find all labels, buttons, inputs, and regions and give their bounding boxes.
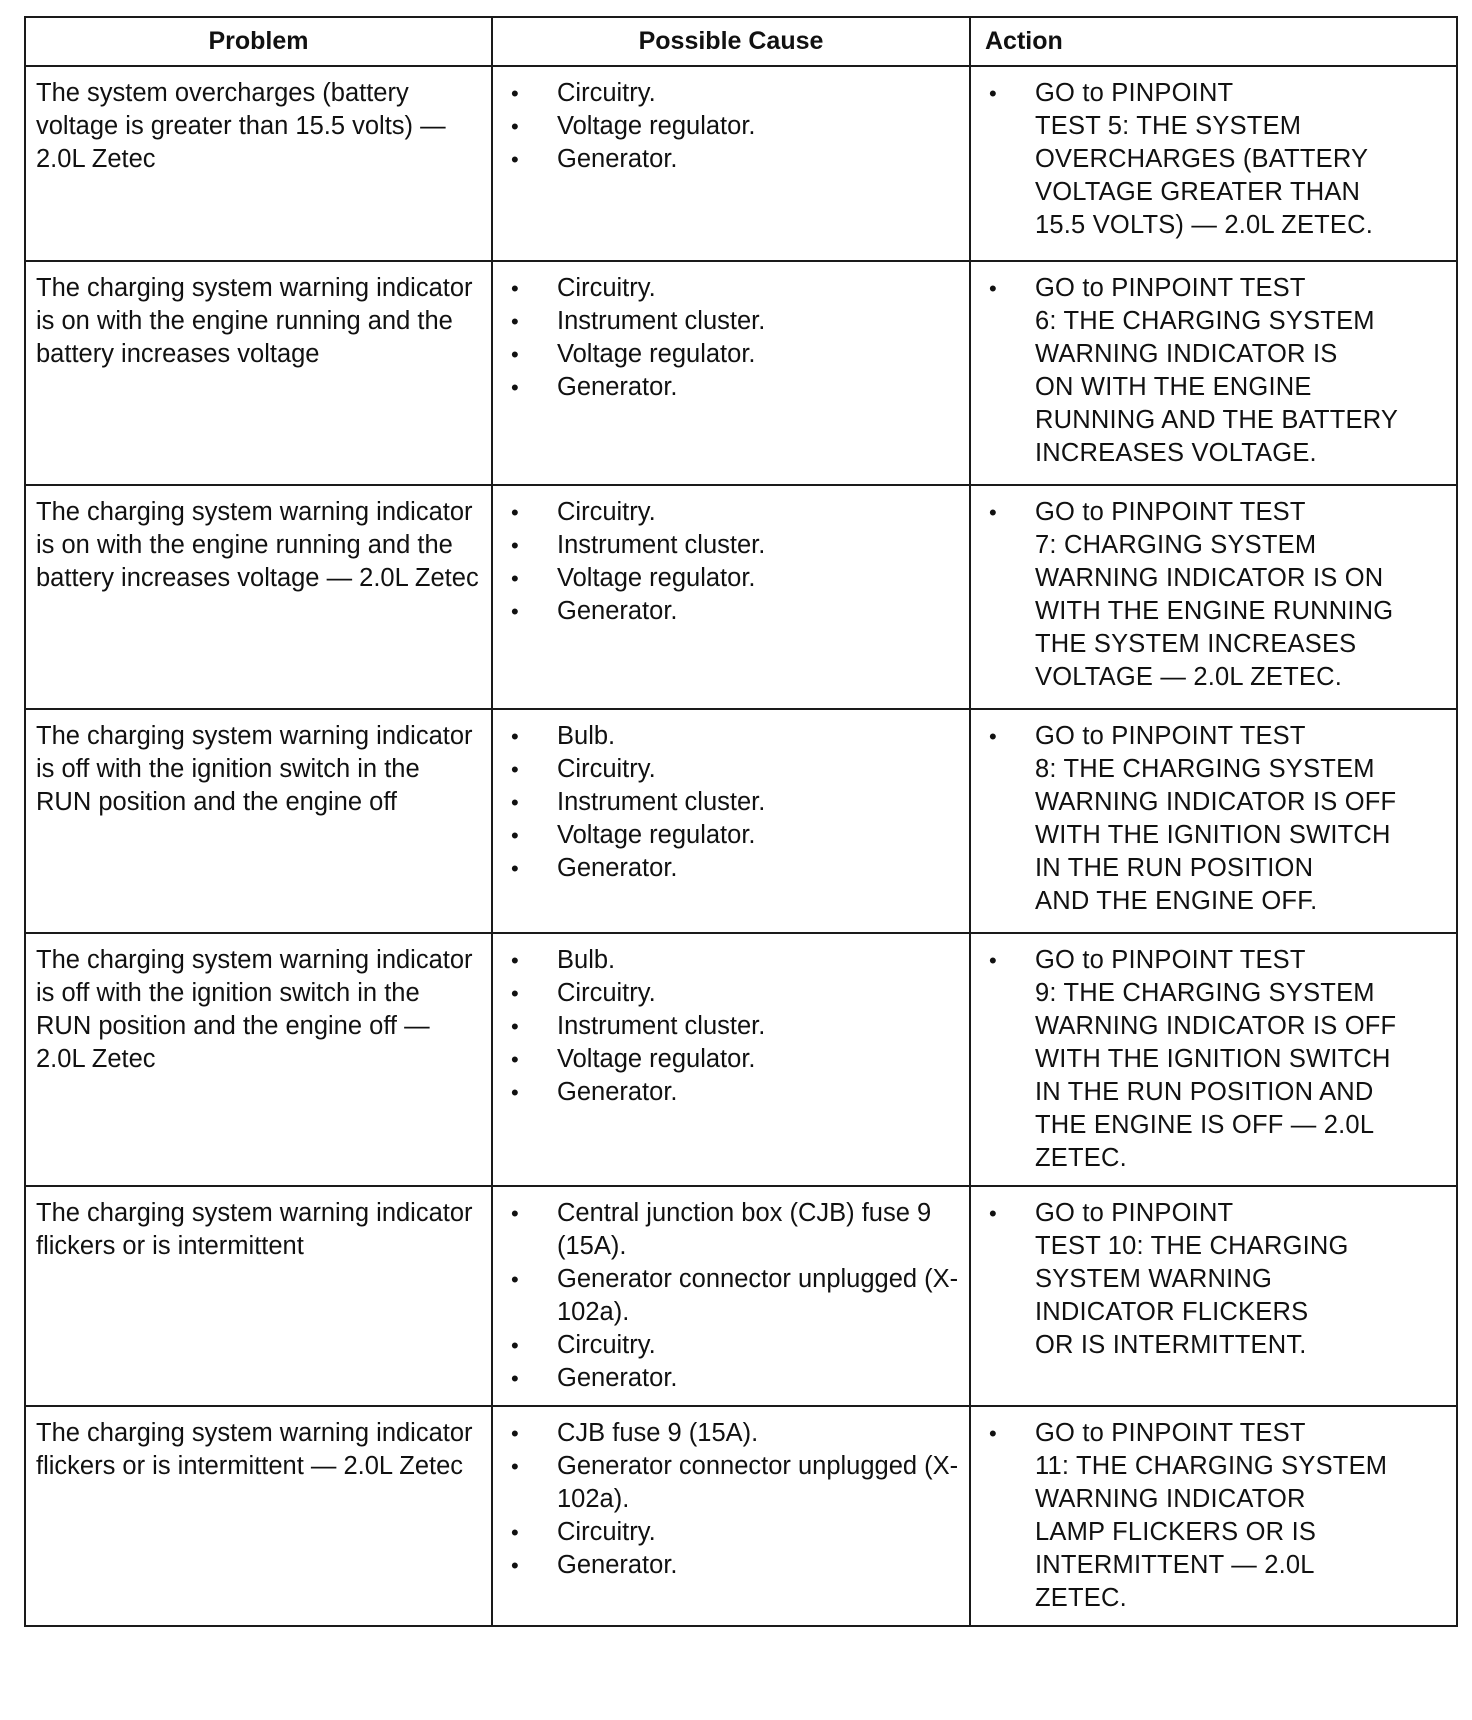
cause-list-item: [505, 1076, 959, 1109]
diagnosis-table-sheet: [24, 16, 1456, 1627]
header-action: Action: [970, 17, 1457, 66]
cause-text: Circuitry.: [557, 274, 656, 302]
cause-list-item: [505, 720, 959, 753]
bullet-icon: •: [989, 276, 997, 301]
cause-list-item: [505, 1329, 959, 1362]
cause-text: Generator.: [557, 1551, 678, 1579]
bullet-icon: •: [511, 533, 519, 558]
action-text: GO to PINPOINT TEST 9: THE CHARGING SYSTEM WARNING INDICATOR IS OFF WITH THE IGNITION SWITCH IN THE RUN POSITION AND THE ENGINE IS OFF — 2.0L ZETEC.: [1035, 946, 1397, 1172]
cause-text: Bulb.: [557, 722, 616, 750]
cause-list-item: [505, 753, 959, 786]
bullet-icon: •: [511, 724, 519, 749]
action-cell: [970, 1406, 1457, 1626]
action-cell: [970, 485, 1457, 709]
cause-text: Generator.: [557, 1364, 678, 1392]
table-row: [25, 485, 1457, 709]
cause-list: [493, 710, 969, 895]
action-list-item: [983, 77, 1446, 242]
cause-text: Generator.: [557, 373, 678, 401]
bullet-icon: •: [511, 757, 519, 782]
action-list: [971, 710, 1456, 928]
action-list: [971, 486, 1456, 704]
problem-text: The charging system warning indicator is on with the engine running and the battery increases voltage — 2.0L Zetec: [36, 498, 479, 592]
cause-list: [493, 1407, 969, 1592]
cause-text: Instrument cluster.: [557, 788, 766, 816]
bullet-icon: •: [511, 599, 519, 624]
cause-list-item: [505, 944, 959, 977]
problem-cell: [25, 261, 492, 485]
bullet-icon: •: [989, 724, 997, 749]
cause-list-item: [505, 1549, 959, 1582]
action-list: [971, 262, 1456, 480]
action-cell: [970, 1186, 1457, 1406]
bullet-icon: •: [989, 500, 997, 525]
bullet-icon: •: [511, 1080, 519, 1105]
cause-text: CJB fuse 9 (15A).: [557, 1419, 759, 1447]
action-cell: [970, 709, 1457, 933]
bullet-icon: •: [511, 276, 519, 301]
bullet-icon: •: [511, 1201, 519, 1226]
bullet-icon: •: [511, 823, 519, 848]
cause-text: Circuitry.: [557, 979, 656, 1007]
bullet-icon: •: [511, 1454, 519, 1479]
problem-text: The charging system warning indicator flickers or is intermittent — 2.0L Zetec: [36, 1419, 473, 1480]
bullet-icon: •: [511, 856, 519, 881]
bullet-icon: •: [511, 790, 519, 815]
cause-list-item: [505, 496, 959, 529]
cause-text: Generator connector unplugged (X-102a).: [557, 1265, 959, 1326]
problem-text: The system overcharges (battery voltage is greater than 15.5 volts) — 2.0L Zetec: [36, 79, 446, 173]
action-list: [971, 1187, 1456, 1372]
table-row: [25, 709, 1457, 933]
action-list: [971, 1407, 1456, 1625]
problem-cell: [25, 66, 492, 261]
bullet-icon: •: [511, 500, 519, 525]
problem-cell: [25, 1406, 492, 1626]
problem-text: The charging system warning indicator flickers or is intermittent: [36, 1199, 473, 1260]
action-text: GO to PINPOINT TEST 6: THE CHARGING SYSTEM WARNING INDICATOR IS ON WITH THE ENGINE RUNNING AND THE BATTERY INCREASES VOLTAGE.: [1035, 274, 1399, 467]
cause-text: Generator connector unplugged (X-102a).: [557, 1452, 959, 1513]
header-problem: Problem: [25, 17, 492, 66]
cause-text: Circuitry.: [557, 755, 656, 783]
header-row: [25, 17, 1457, 66]
bullet-icon: •: [511, 114, 519, 139]
table-body: [25, 66, 1457, 1626]
cause-list-item: [505, 1417, 959, 1450]
action-cell: [970, 66, 1457, 261]
cause-text: Voltage regulator.: [557, 340, 756, 368]
cause-text: Generator.: [557, 145, 678, 173]
possible-cause-cell: [492, 66, 970, 261]
cause-list-item: [505, 1450, 959, 1516]
table-row: [25, 66, 1457, 261]
possible-cause-cell: [492, 485, 970, 709]
action-list-item: [983, 944, 1446, 1175]
cause-list-item: [505, 1197, 959, 1263]
action-cell: [970, 261, 1457, 485]
cause-list: [493, 934, 969, 1119]
table-row: [25, 933, 1457, 1186]
bullet-icon: •: [989, 948, 997, 973]
cause-list-item: [505, 562, 959, 595]
bullet-icon: •: [989, 81, 997, 106]
cause-text: Bulb.: [557, 946, 616, 974]
action-text: GO to PINPOINT TEST 8: THE CHARGING SYSTEM WARNING INDICATOR IS OFF WITH THE IGNITION SWITCH IN THE RUN POSITION AND THE ENGINE OFF.: [1035, 722, 1397, 915]
cause-list-item: [505, 529, 959, 562]
action-list: [971, 934, 1456, 1185]
cause-list-item: [505, 110, 959, 143]
cause-text: Circuitry.: [557, 79, 656, 107]
cause-text: Generator.: [557, 597, 678, 625]
action-list-item: [983, 1417, 1446, 1615]
cause-list-item: [505, 1516, 959, 1549]
bullet-icon: •: [511, 948, 519, 973]
problem-cell: [25, 485, 492, 709]
cause-list-item: [505, 143, 959, 176]
action-list-item: [983, 720, 1446, 918]
cause-list-item: [505, 338, 959, 371]
cause-text: Voltage regulator.: [557, 112, 756, 140]
cause-list-item: [505, 1010, 959, 1043]
action-list-item: [983, 1197, 1446, 1362]
table-row: [25, 1186, 1457, 1406]
action-list-item: [983, 496, 1446, 694]
cause-text: Instrument cluster.: [557, 307, 766, 335]
bullet-icon: •: [511, 375, 519, 400]
problem-text: The charging system warning indicator is off with the ignition switch in the RUN position and the engine off — 2.0L Zetec: [36, 946, 473, 1073]
bullet-icon: •: [511, 566, 519, 591]
cause-list-item: [505, 272, 959, 305]
cause-text: Voltage regulator.: [557, 564, 756, 592]
cause-list-item: [505, 305, 959, 338]
problem-text: The charging system warning indicator is on with the engine running and the battery increases voltage: [36, 274, 473, 368]
action-text: GO to PINPOINT TEST 10: THE CHARGING SYSTEM WARNING INDICATOR FLICKERS OR IS INTERMITTENT.: [1035, 1199, 1349, 1359]
cause-text: Generator.: [557, 854, 678, 882]
cause-list-item: [505, 1043, 959, 1076]
bullet-icon: •: [511, 1553, 519, 1578]
cause-text: Instrument cluster.: [557, 1012, 766, 1040]
cause-list: [493, 1187, 969, 1405]
bullet-icon: •: [511, 147, 519, 172]
cause-text: Circuitry.: [557, 1331, 656, 1359]
action-text: GO to PINPOINT TEST 7: CHARGING SYSTEM WARNING INDICATOR IS ON WITH THE ENGINE RUNNING THE SYSTEM INCREASES VOLTAGE — 2.0L ZETEC.: [1035, 498, 1394, 691]
cause-text: Generator.: [557, 1078, 678, 1106]
bullet-icon: •: [511, 1267, 519, 1292]
action-cell: [970, 933, 1457, 1186]
cause-list-item: [505, 977, 959, 1010]
cause-list: [493, 486, 969, 638]
cause-list: [493, 262, 969, 414]
bullet-icon: •: [511, 1421, 519, 1446]
bullet-icon: •: [511, 309, 519, 334]
bullet-icon: •: [989, 1201, 997, 1226]
cause-list-item: [505, 852, 959, 885]
action-text: GO to PINPOINT TEST 5: THE SYSTEM OVERCHARGES (BATTERY VOLTAGE GREATER THAN 15.5 VOLTS) — 2.0L ZETEC.: [1035, 79, 1374, 239]
bullet-icon: •: [511, 1333, 519, 1358]
cause-text: Central junction box (CJB) fuse 9 (15A).: [557, 1199, 932, 1260]
bullet-icon: •: [511, 81, 519, 106]
cause-text: Voltage regulator.: [557, 1045, 756, 1073]
action-list-item: [983, 272, 1446, 470]
header-possible-cause: Possible Cause: [492, 17, 970, 66]
action-text: GO to PINPOINT TEST 11: THE CHARGING SYSTEM WARNING INDICATOR LAMP FLICKERS OR IS INTERMITTENT — 2.0L ZETEC.: [1035, 1419, 1388, 1612]
table-row: [25, 261, 1457, 485]
bullet-icon: •: [511, 1014, 519, 1039]
cause-list-item: [505, 1362, 959, 1395]
cause-list-item: [505, 1263, 959, 1329]
action-list: [971, 67, 1456, 252]
bullet-icon: •: [511, 1047, 519, 1072]
bullet-icon: •: [511, 1366, 519, 1391]
cause-list-item: [505, 786, 959, 819]
table-row: [25, 1406, 1457, 1626]
cause-list-item: [505, 77, 959, 110]
cause-text: Circuitry.: [557, 1518, 656, 1546]
bullet-icon: •: [511, 1520, 519, 1545]
bullet-icon: •: [511, 981, 519, 1006]
cause-list-item: [505, 371, 959, 404]
possible-cause-cell: [492, 933, 970, 1186]
cause-text: Instrument cluster.: [557, 531, 766, 559]
possible-cause-cell: [492, 1186, 970, 1406]
cause-list: [493, 67, 969, 186]
cause-text: Voltage regulator.: [557, 821, 756, 849]
bullet-icon: •: [989, 1421, 997, 1446]
problem-cell: [25, 933, 492, 1186]
cause-list-item: [505, 595, 959, 628]
cause-list-item: [505, 819, 959, 852]
possible-cause-cell: [492, 709, 970, 933]
bullet-icon: •: [511, 342, 519, 367]
problem-cell: [25, 709, 492, 933]
problem-cell: [25, 1186, 492, 1406]
possible-cause-cell: [492, 1406, 970, 1626]
cause-text: Circuitry.: [557, 498, 656, 526]
possible-cause-cell: [492, 261, 970, 485]
symptom-chart-table: [24, 16, 1458, 1627]
problem-text: The charging system warning indicator is off with the ignition switch in the RUN position and the engine off: [36, 722, 473, 816]
